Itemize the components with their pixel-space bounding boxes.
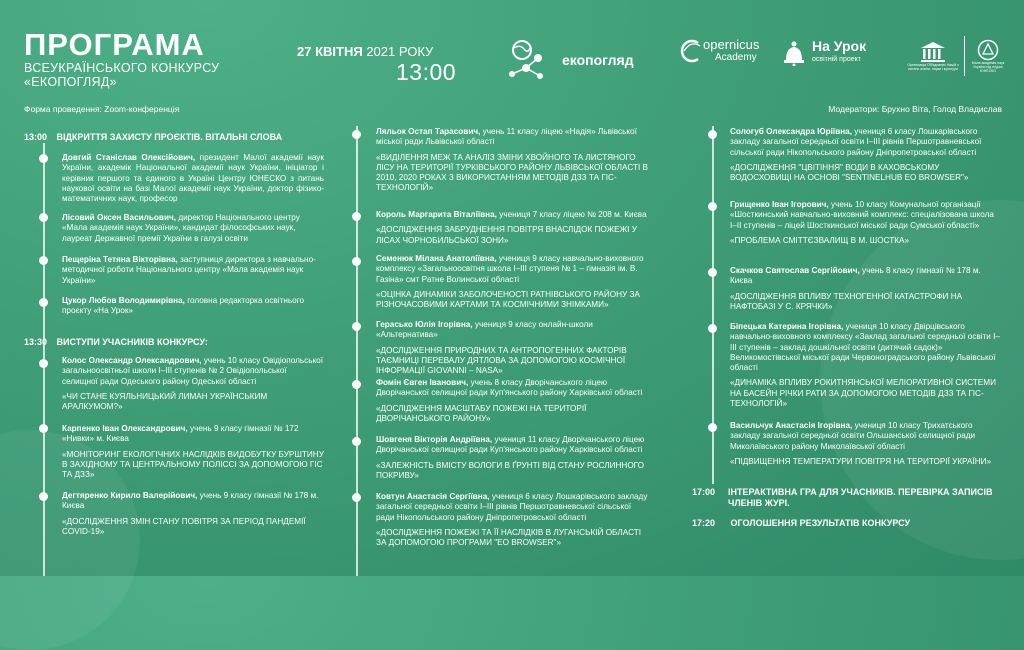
speaker-entry <box>62 255 324 286</box>
timeline-dot <box>39 154 48 163</box>
timeline-dot <box>352 212 361 221</box>
participant-entry <box>376 254 648 310</box>
participant-entry <box>376 492 648 548</box>
speaker-name: Цукор Любов Володимирівна, <box>62 296 185 305</box>
event-date <box>297 44 433 59</box>
participant-name: Семенюк Мілана Анатоліївна, <box>376 254 497 263</box>
speaker-name: Пещеріна Тетяна Вікторівна, <box>62 255 178 264</box>
participant-description: учениця 6 класу Лошкарівського закладу загальної середньої освіти I–III рівнів Першотравневської сільської ради Нікопольського району Дніпропетровської області <box>376 492 648 522</box>
event-time: 13:00 <box>396 59 457 85</box>
participant-description: учень 9 класу гімназії № 178 м. Києва <box>62 491 319 511</box>
timeline-dot <box>352 322 361 331</box>
section-time: 13:30 <box>24 337 48 347</box>
copernicus-logo-subtext: Academy <box>715 52 757 63</box>
project-topic: «ПІДВИЩЕННЯ ТЕМПЕРАТУРИ ПОВІТРЯ НА ТЕРИТОРІЇ УКРАЇНИ» <box>730 456 992 466</box>
project-topic: «ДОСЛІДЖЕННЯ ПОЖЕЖІ ТА ЇЇ НАСЛІДКІВ В ЛУГАНСЬКІЙ ОБЛАСТІ ЗА ДОПОМОГОЮ ПРОГРАМИ "EO BROWSER"» <box>376 527 642 548</box>
project-topic: «ДОСЛІДЖЕННЯ ЗМІН СТАНУ ПОВІТРЯ ЗА ПЕРІОД ПАНДЕМІЇ COVID-19» <box>62 516 306 536</box>
participant-entry <box>376 127 648 194</box>
event-moderators: Модератори: Брухно Віта, Голод Владислав <box>828 104 1002 114</box>
project-topic: «ДИНАМІКА ВПЛИВУ РОКИТНЯНСЬКОЇ МЕЛІОРАТИВНОЇ СИСТЕМИ НА БАСЕЙН РІЧКИ РАТИ ЗА ДОПОМОГОЮ МЕТОДІВ ДЗЗ ТА ГІС-ТЕХНОЛОГІЙ» <box>730 378 996 409</box>
speaker-description: заступниця директора з навчально-методичної роботи Національного центру «Мала академія наук України» <box>62 255 316 285</box>
section-participants <box>24 337 208 347</box>
participant-description: учень 10 класу Комунальної організації «Шосткинський навчально-виховний комплекс: спеціалізована школа I–II ступенів – ліцей Шосткинської міської ради Сумської області» <box>730 200 994 230</box>
section-time: 13:00 <box>24 132 48 142</box>
participant-entry <box>376 378 648 424</box>
participant-name: Фомін Євген Іванович, <box>376 378 469 387</box>
participant-description: учень 11 класу ліцею «Надія» Львівської міської ради Львівської області <box>376 127 637 147</box>
bell-icon <box>782 40 806 66</box>
participant-description: учениця 9 класу навчально-виховного комплексу «Загальноосвітня школа I–III ступеня № 1 – гімназія ім. В. Газіна» смт Ратне Волинської області <box>376 254 644 284</box>
project-topic: «ДОСЛІДЖЕННЯ "ЦВІТІННЯ" ВОДИ В КАХОВСЬКОМУ ВОДОСХОВИЩІ НА ОСНОВІ "SENTINELHUB EO BROWSER"» <box>730 162 969 183</box>
page-subtitle <box>24 61 219 89</box>
ekopogliad-logo-text: екопогляд <box>562 52 634 68</box>
participant-description: учень 9 класу гімназії № 172 «Нивки» м. Києва <box>62 424 299 444</box>
page-title: ПРОГРАМА <box>24 27 205 62</box>
timeline-dot <box>708 324 717 333</box>
participant-description: учень 10 класу Овідіопольської загальноосвітньої школи I–III ступенів № 2 Овідіопольської селищної ради Одеського району Одеської області <box>62 356 323 386</box>
participant-name: Васильчук Анастасія Ігорівна, <box>730 421 853 430</box>
participant-name: Біпецька Катерина Ігорівна, <box>730 322 844 331</box>
participant-description: учениця 10 класу Трихатського закладу загальної середньої освіти Ольшанської селищної ради Миколаївського району Миколаївської області <box>730 421 976 451</box>
participant-entry <box>376 210 648 246</box>
timeline-dot <box>39 424 48 433</box>
participant-description: учениця 9 класу онлайн-школи «Альтернатива» <box>376 320 593 340</box>
section-title: ВІДКРИТТЯ ЗАХИСТУ ПРОЄКТІВ. ВІТАЛЬНІ СЛОВА <box>56 132 283 142</box>
speaker-name: Лісовий Оксен Васильович, <box>62 213 177 222</box>
participant-entry <box>730 322 1002 409</box>
project-topic: «ВИДІЛЕННЯ МЕЖ ТА АНАЛІЗ ЗМІНИ ХВОЙНОГО ТА ЛИСТЯНОГО ЛІСУ НА ТЕРИТОРІЇ ТУРКІВСЬКОГО РАЙОНУ ЛЬВІВСЬКОЇ ОБЛАСТІ В 2010, 2020 РОКАХ З ВИКОРИСТАННЯМ МЕТОДІВ ДЗЗ ТА ГІС-ТЕХНОЛОГІЙ» <box>376 152 648 193</box>
logo-divider <box>964 36 965 76</box>
na-urok-logo-text: На Урок <box>812 38 867 54</box>
project-topic: «МОНІТОРИНГ ЕКОЛОГІЧНИХ НАСЛІДКІВ ВИДОБУТКУ БУРШТИНУ В ЗАХІДНОМУ ТА ЦЕНТРАЛЬНОМУ ПОЛІССІ ЗА ДОПОМОГОЮ ГІС ТА ДЗЗ» <box>62 449 324 480</box>
project-topic: «ДОСЛІДЖЕННЯ ПРИРОДНИХ ТА АНТРОПОГЕННИХ ФАКТОРІВ ТАЄМНИЦІ ПЕРЕВАЛУ ДЯТЛОВА ЗА ДОПОМОГОЮ КОСМІЧНОЇ ІНФОРМАЦІЇ GIOVANNI – NASA» <box>376 345 627 376</box>
timeline-dot <box>352 257 361 266</box>
section-results <box>692 518 910 528</box>
timeline-dot <box>708 268 717 277</box>
na-urok-logo <box>782 40 866 66</box>
participant-entry <box>376 320 648 376</box>
copernicus-logo <box>680 38 759 64</box>
event-date-bold: 27 КВІТНЯ <box>297 44 363 59</box>
participant-entry <box>62 424 324 480</box>
participant-name: Ляльок Остап Тарасович, <box>376 127 481 136</box>
section-opening <box>24 132 282 142</box>
participant-entry <box>730 200 1002 246</box>
participant-name: Шовгеня Вікторія Андріївна, <box>376 435 493 444</box>
timeline-dot <box>352 380 361 389</box>
participant-entry <box>730 421 1002 467</box>
timeline-dot <box>708 423 717 432</box>
unesco-logo <box>906 36 1007 76</box>
participant-description: учениця 11 класу Дворічанського ліцею Дворічанської селищної ради Куп'янського району Харківської області <box>376 435 645 455</box>
participant-name: Карпенко Іван Олександрович, <box>62 424 188 433</box>
timeline-dot <box>708 202 717 211</box>
header <box>0 0 1024 100</box>
man-logo-text: Мала академія наук України під егідою ЮНЕСКО <box>971 61 1005 73</box>
man-emblem-icon <box>977 39 999 61</box>
participant-entry <box>730 127 1002 183</box>
participant-name: Герасько Юлія Ігорівна, <box>376 320 473 329</box>
participant-entry <box>62 356 324 412</box>
copernicus-orbit-icon <box>680 38 702 64</box>
timeline-dot <box>39 213 48 222</box>
project-topic: «ДОСЛІДЖЕННЯ ВПЛИВУ ТЕХНОГЕННОЇ КАТАСТРОФИ НА НАФТОБАЗІ У С. КРЯЧКИ» <box>730 291 963 311</box>
participant-name: Грищенко Іван Ігорович, <box>730 200 829 209</box>
ekopogliad-logo <box>502 36 634 84</box>
participant-description: учениця 7 класу ліцею № 208 м. Києва <box>499 210 647 219</box>
speaker-description: президент Малої академії <box>199 153 303 162</box>
speaker-description: наук України, академік Національної академії наук України, ініціатор і керівник першого та єдиного в Україні Центру ЮНЕСКО з питань наукової освіти на базі Малої академії наук України, доктор фізико-математичних наук, професор <box>62 153 324 204</box>
speaker-entry <box>62 296 324 317</box>
participant-name: Скачков Святослав Сергійович, <box>730 266 860 275</box>
section-time: 17:00 <box>692 487 716 497</box>
project-topic: «ОЦІНКА ДИНАМІКИ ЗАБОЛОЧЕНОСТІ РАТНІВСЬКОГО РАЙОНУ ЗА РІЗНОЧАСОВИМИ КАРТАМИ ТА КОСМІЧНИМИ ЗНІМКАМИ» <box>376 289 640 310</box>
event-format: Форма проведення: Zoom-конференція <box>24 104 180 114</box>
timeline-dot <box>39 359 48 368</box>
timeline-dot <box>352 437 361 446</box>
timeline-dot <box>352 130 361 139</box>
project-topic: «ПРОБЛЕМА СМІТТЄЗВАЛИЩ В М. ШОСТКА» <box>730 235 910 245</box>
copernicus-logo-text: opernicus <box>703 37 760 52</box>
unesco-temple-icon <box>920 41 946 63</box>
participant-description: учениця 6 класу Лошкарівського закладу загальної середньої освіти I–III рівнів Першотравневської сільської ради Нікопольського району Дніпропетровської області <box>730 127 982 157</box>
participant-entry <box>62 491 324 537</box>
section-title: ІНТЕРАКТИВНА ГРА ДЛЯ УЧАСНИКІВ. ПЕРЕВІРКА ЗАПИСІВ ЧЛЕНІВ ЖУРІ. <box>728 487 993 508</box>
subtitle-line: ВСЕУКРАЇНСЬКОГО КОНКУРСУ <box>24 61 220 75</box>
speaker-name: Довгий Станіслав Олексійович, <box>62 153 196 162</box>
participant-description: учень 8 класу Дворічанського ліцею Дворічанської селищної ради Куп'янського району Харківської області <box>376 378 643 398</box>
participant-name: Король Маргарита Віталіївна, <box>376 210 497 219</box>
globe-network-icon <box>502 36 550 84</box>
event-date-year: 2021 РОКУ <box>366 44 434 59</box>
timeline-dot <box>39 256 48 265</box>
timeline-dot <box>708 130 717 139</box>
timeline-dot <box>352 493 361 502</box>
speaker-description: головна редакторка освітнього проєкту «На Урок» <box>62 296 305 316</box>
section-title: ВИСТУПИ УЧАСНИКІВ КОНКУРСУ: <box>56 337 208 347</box>
project-topic: «ДОСЛІДЖЕННЯ ЗАБРУДНЕННЯ ПОВІТРЯ ВНАСЛІДОК ПОЖЕЖІ У ЛІСАХ ЧОРНОБИЛЬСЬКОЇ ЗОНИ» <box>376 225 637 245</box>
participant-name: Дегтяренко Кирило Валерійович, <box>62 491 198 500</box>
participant-description: учень 8 класу гімназії № 178 м. Києва <box>730 266 981 286</box>
timeline-dot <box>39 298 48 307</box>
participant-name: Ковтун Анастасія Сергіївна, <box>376 492 490 501</box>
na-urok-logo-subtext: освітній проект <box>812 56 861 63</box>
participant-name: Колос Олександр Олександрович, <box>62 356 202 365</box>
timeline-line <box>356 126 358 576</box>
speaker-description: директор Національного центру «Мала академія наук України», кандидат філософських наук, лауреат Державної премії України в галузі освіти <box>62 213 300 243</box>
section-game <box>692 487 1002 509</box>
speaker-entry <box>62 213 324 244</box>
section-time: 17:20 <box>692 518 716 528</box>
participant-entry <box>730 266 1002 312</box>
participant-description: учениця 10 класу Двірцівського навчально-виховного комплексу «Заклад загальної середньої освіти I–III ступенів – заклад дошкільної освіти (дитячий садок)» Великомостівської міської ради Червоноградського району Львівської області <box>730 322 1000 373</box>
project-topic: «ДОСЛІДЖЕННЯ МАСШТАБУ ПОЖЕЖІ НА ТЕРИТОРІЇ ДВОРІЧАНСЬКОГО РАЙОНУ» <box>376 403 587 423</box>
project-topic: «ЧИ СТАНЕ КУЯЛЬНИЦЬКИЙ ЛИМАН УКРАЇНСЬКИМ АРАЛКУМОМ?» <box>62 391 268 412</box>
unesco-logo-text: Організація Об'єднаних Націй з питань освіти, науки і культури <box>907 63 959 71</box>
participant-entry <box>376 435 648 481</box>
project-topic: «ЗАЛЕЖНІСТЬ ВМІСТУ ВОЛОГИ В ҐРУНТІ ВІД СТАНУ РОСЛИННОГО ПОКРИВУ» <box>376 460 645 480</box>
timeline-dot <box>39 492 48 501</box>
subtitle-line: «ЕКОПОГЛЯД» <box>24 75 117 89</box>
speaker-entry <box>62 153 324 204</box>
section-title: ОГОЛОШЕННЯ РЕЗУЛЬТАТІВ КОНКУРСУ <box>730 518 911 528</box>
participant-name: Сологуб Олександра Юріївна, <box>730 127 853 136</box>
